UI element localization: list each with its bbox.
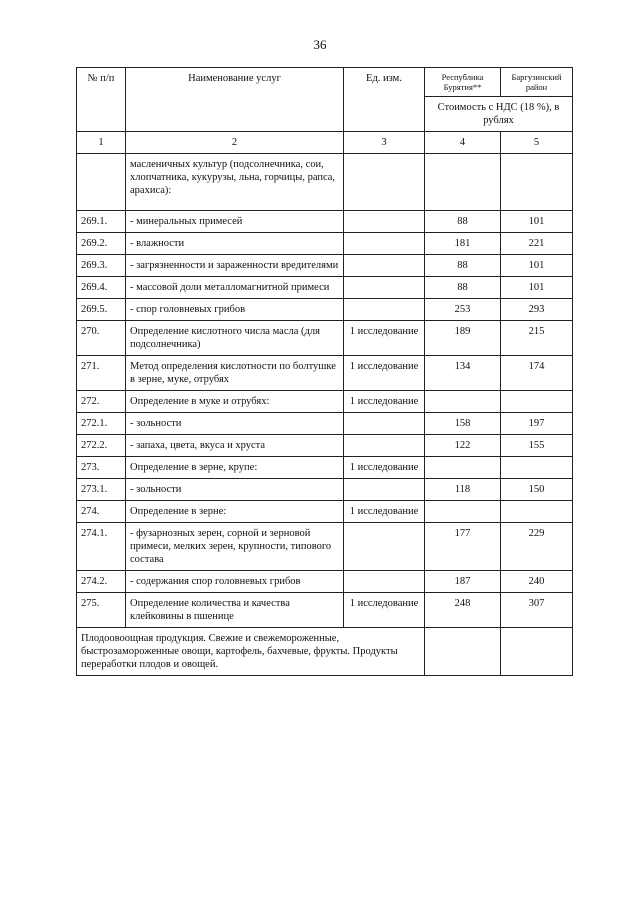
cell-district: 307 <box>501 593 573 628</box>
cell-unit <box>344 479 425 501</box>
cell-region: 248 <box>425 593 501 628</box>
cell-region: 181 <box>425 233 501 255</box>
cell-region: 187 <box>425 571 501 593</box>
cell-region <box>425 501 501 523</box>
table-row <box>77 356 573 391</box>
index-cell: 2 <box>126 132 344 154</box>
cell-district: 229 <box>501 523 573 571</box>
cell-name: Определение количества и качества клейковины в пшенице <box>126 593 344 628</box>
cell-unit <box>344 299 425 321</box>
cell-region: 88 <box>425 211 501 233</box>
cell-num: 270. <box>77 321 126 356</box>
index-cell: 5 <box>501 132 573 154</box>
table-row <box>77 391 573 413</box>
cell-region <box>425 391 501 413</box>
cell-unit: 1 исследование <box>344 356 425 391</box>
cell-name: - спор головневых грибов <box>126 299 344 321</box>
cell-district: 240 <box>501 571 573 593</box>
header-row <box>77 68 573 97</box>
cell-num: 272.1. <box>77 413 126 435</box>
cell-district: 150 <box>501 479 573 501</box>
cell-region: 189 <box>425 321 501 356</box>
table-row <box>77 523 573 571</box>
cell-unit <box>344 413 425 435</box>
cell-district <box>501 391 573 413</box>
cell-num: 269.4. <box>77 277 126 299</box>
header-name: Наименование услуг <box>126 68 344 132</box>
cell-num: 269.1. <box>77 211 126 233</box>
cell-name: масленичных культур (подсолнечника, сои, хлопчатника, кукурузы, льна, горчицы, рапса, арахиса): <box>126 154 344 211</box>
cell-district: 174 <box>501 356 573 391</box>
cell-region <box>425 457 501 479</box>
table-row <box>77 413 573 435</box>
cell-unit <box>344 277 425 299</box>
cell-num: 274. <box>77 501 126 523</box>
cell-unit <box>344 435 425 457</box>
header-district: Баргузинский район <box>501 68 573 97</box>
cell-num: 272.2. <box>77 435 126 457</box>
cell-district <box>501 501 573 523</box>
table-row <box>77 501 573 523</box>
cell-num: 272. <box>77 391 126 413</box>
table-row <box>77 571 573 593</box>
cell-region <box>425 154 501 211</box>
cell-name: - загрязненности и зараженности вредителями <box>126 255 344 277</box>
continuation-row <box>77 154 573 211</box>
cell-num: 275. <box>77 593 126 628</box>
section-row <box>77 628 573 676</box>
cell-district <box>501 628 573 676</box>
cell-num: 271. <box>77 356 126 391</box>
section-title: Плодоовоощная продукция. Свежие и свежемороженные, быстрозамороженные овощи, картофель, бахчевые, фрукты. Продукты переработки плодов и овощей. <box>77 628 425 676</box>
cell-unit: 1 исследование <box>344 321 425 356</box>
index-cell: 4 <box>425 132 501 154</box>
cell-name: Определение в муке и отрубях: <box>126 391 344 413</box>
cell-name: - минеральных примесей <box>126 211 344 233</box>
cell-num <box>77 154 126 211</box>
cell-district: 215 <box>501 321 573 356</box>
cell-name: - массовой доли металломагнитной примеси <box>126 277 344 299</box>
index-cell: 3 <box>344 132 425 154</box>
cell-unit: 1 исследование <box>344 457 425 479</box>
table-row <box>77 479 573 501</box>
cell-unit <box>344 211 425 233</box>
cell-district: 155 <box>501 435 573 457</box>
cell-region: 118 <box>425 479 501 501</box>
cell-district: 101 <box>501 277 573 299</box>
page-number: 36 <box>313 37 327 52</box>
cell-district <box>501 457 573 479</box>
cell-region: 177 <box>425 523 501 571</box>
cell-num: 269.3. <box>77 255 126 277</box>
cell-region: 158 <box>425 413 501 435</box>
cell-num: 274.2. <box>77 571 126 593</box>
cell-num: 269.2. <box>77 233 126 255</box>
cell-region: 122 <box>425 435 501 457</box>
cell-unit <box>344 523 425 571</box>
table-row <box>77 211 573 233</box>
cell-name: - зольности <box>126 479 344 501</box>
cell-district: 221 <box>501 233 573 255</box>
cell-region: 253 <box>425 299 501 321</box>
cell-name: - зольности <box>126 413 344 435</box>
cell-unit: 1 исследование <box>344 501 425 523</box>
cell-district: 101 <box>501 255 573 277</box>
cell-num: 273. <box>77 457 126 479</box>
cell-unit <box>344 571 425 593</box>
cell-name: - содержания спор головневых грибов <box>126 571 344 593</box>
table-row <box>77 435 573 457</box>
cell-region: 88 <box>425 277 501 299</box>
cell-num: 274.1. <box>77 523 126 571</box>
price-table <box>76 67 573 676</box>
header-cost: Стоимость с НДС (18 %), в рублях <box>425 97 573 132</box>
header-unit: Ед. изм. <box>344 68 425 132</box>
table-row <box>77 277 573 299</box>
cell-name: Определение кислотного числа масла (для подсолнечника) <box>126 321 344 356</box>
cell-region <box>425 628 501 676</box>
cell-district <box>501 154 573 211</box>
cell-name: Метод определения кислотности по болтушке в зерне, муке, отрубях <box>126 356 344 391</box>
cell-unit <box>344 255 425 277</box>
table-row <box>77 321 573 356</box>
cell-unit: 1 исследование <box>344 391 425 413</box>
cell-unit <box>344 233 425 255</box>
cell-unit: 1 исследование <box>344 593 425 628</box>
cell-num: 273.1. <box>77 479 126 501</box>
table-row <box>77 233 573 255</box>
index-cell: 1 <box>77 132 126 154</box>
cell-num: 269.5. <box>77 299 126 321</box>
cell-name: Определение в зерне, крупе: <box>126 457 344 479</box>
table-row <box>77 457 573 479</box>
cell-name: - фузарнозных зерен, сорной и зерновой примеси, мелких зерен, крупности, типового состава <box>126 523 344 571</box>
index-row <box>77 132 573 154</box>
header-num: № п/п <box>77 68 126 132</box>
cell-region: 134 <box>425 356 501 391</box>
cell-unit <box>344 154 425 211</box>
cell-name: Определение в зерне: <box>126 501 344 523</box>
cell-region: 88 <box>425 255 501 277</box>
table-row <box>77 255 573 277</box>
cell-district: 197 <box>501 413 573 435</box>
table-row <box>77 299 573 321</box>
cell-name: - запаха, цвета, вкуса и хруста <box>126 435 344 457</box>
table-row <box>77 593 573 628</box>
cell-name: - влажности <box>126 233 344 255</box>
header-region: Республика Бурятия** <box>425 68 501 97</box>
cell-district: 101 <box>501 211 573 233</box>
cell-district: 293 <box>501 299 573 321</box>
